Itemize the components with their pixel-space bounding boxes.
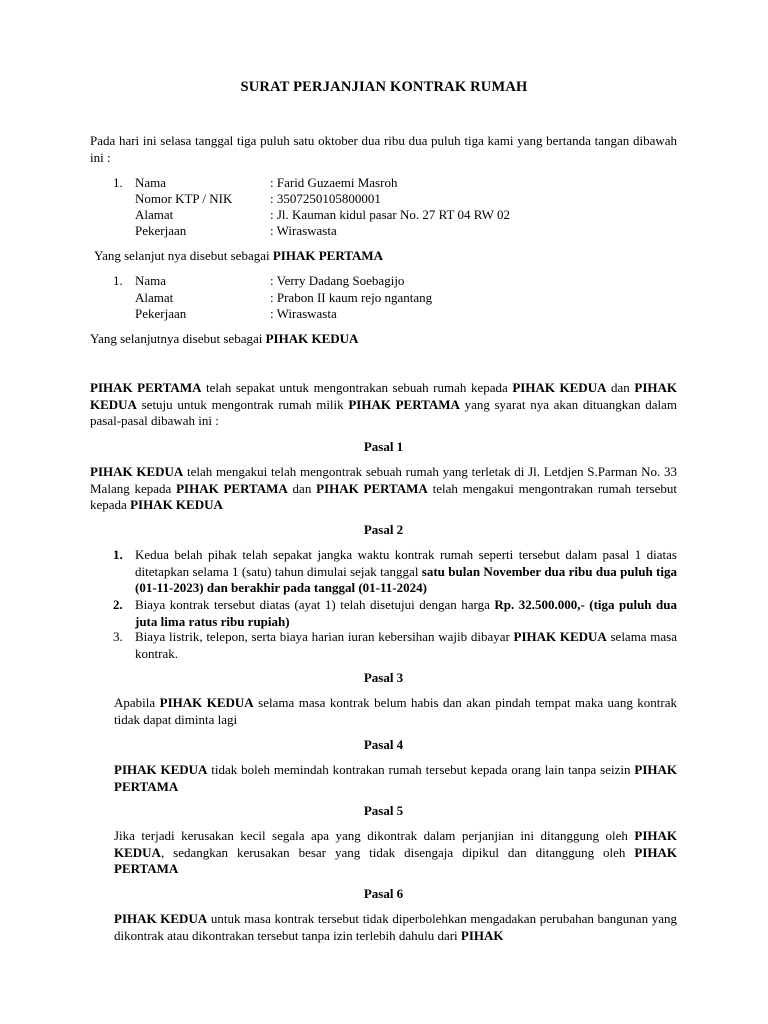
- document-title: SURAT PERJANJIAN KONTRAK RUMAH: [240, 79, 528, 95]
- pasal2-item2-number: 2.: [113, 597, 123, 612]
- party1-value-pekerjaan: : Wiraswasta: [270, 223, 337, 238]
- pasal2-item1-number: 1.: [113, 547, 123, 562]
- party2-designation-bold: PIHAK KEDUA: [265, 331, 359, 346]
- party1-designation-bold: PIHAK PERTAMA: [272, 248, 384, 263]
- pasal2-heading: Pasal 2: [363, 522, 404, 537]
- party1-value-alamat: : Jl. Kauman kidul pasar No. 27 RT 04 RW 02: [270, 207, 510, 222]
- pasal5-heading: Pasal 5: [363, 803, 404, 818]
- party2-designation: [90, 331, 358, 348]
- party1-value-nama: : Farid Guzaemi Masroh: [270, 175, 398, 190]
- party2-designation-text: Yang selanjutnya disebut sebagai: [90, 331, 266, 346]
- pasal2-item1: Kedua belah pihak telah sepakat jangka waktu kontrak rumah seperti tersebut dalam pasal 1 diatas ditetapkan selama 1 (satu) tahun dimulai sejak tanggal satu bulan November dua ribu dua puluh tiga (01-11-2023) dan berakhir pada tanggal (01-11-2024): [135, 547, 677, 595]
- party1-label-pekerjaan: Pekerjaan: [135, 223, 187, 238]
- party2-value-nama: : Verry Dadang Soebagijo: [270, 273, 405, 288]
- pasal3-paragraph: Apabila PIHAK KEDUA selama masa kontrak belum habis dan akan pindah tempat maka uang kontrak tidak dapat diminta lagi: [114, 695, 678, 727]
- party1-label-nik: Nomor KTP / NIK: [135, 191, 233, 206]
- pasal2-item3-number: 3.: [113, 629, 123, 644]
- party2-value-alamat: : Prabon II kaum rejo ngantang: [270, 290, 433, 305]
- party1-designation: [94, 248, 383, 265]
- party1-designation-text: Yang selanjut nya disebut sebagai: [94, 248, 273, 263]
- pasal3-heading: Pasal 3: [363, 670, 404, 685]
- intro-paragraph: Pada hari ini selasa tanggal tiga puluh satu oktober dua ribu dua puluh tiga kami yang bertanda tangan dibawah ini :: [90, 133, 677, 165]
- party2-label-alamat: Alamat: [135, 290, 174, 305]
- party1-number: 1.: [113, 175, 123, 190]
- party2-label-nama: Nama: [135, 273, 167, 288]
- party1-label-alamat: Alamat: [135, 207, 174, 222]
- party1-value-nik: : 3507250105800001: [270, 191, 381, 206]
- pasal4-heading: Pasal 4: [363, 737, 404, 752]
- pasal6-paragraph: PIHAK KEDUA untuk masa kontrak tersebut tidak diperbolehkan mengadakan perubahan bangunan yang dikontrak atau dikontrakan tersebut tanpa izin terlebih dahulu dari PIHAK: [114, 911, 677, 943]
- pasal5-paragraph: Jika terjadi kerusakan kecil segala apa yang dikontrak dalam perjanjian ini ditanggung oleh PIHAK KEDUA, sedangkan kerusakan besar yang tidak disengaja dipikul dan ditanggung oleh PIHAK PERTAMA: [114, 828, 677, 876]
- pasal2-item3: Biaya listrik, telepon, serta biaya harian iuran kebersihan wajib dibayar PIHAK KEDUA selama masa kontrak.: [135, 629, 677, 661]
- pasal1-heading: Pasal 1: [363, 439, 404, 454]
- party2-number: 1.: [113, 273, 123, 288]
- party2-label-pekerjaan: Pekerjaan: [135, 306, 187, 321]
- party1-label-nama: Nama: [135, 175, 167, 190]
- pasal4-paragraph: PIHAK KEDUA tidak boleh memindah kontrakan rumah tersebut kepada orang lain tanpa seizin PIHAK PERTAMA: [114, 762, 677, 794]
- party2-value-pekerjaan: : Wiraswasta: [270, 306, 337, 321]
- agreement-paragraph: PIHAK PERTAMA telah sepakat untuk mengontrakan sebuah rumah kepada PIHAK KEDUA dan PIHAK KEDUA setuju untuk mengontrak rumah milik PIHAK PERTAMA yang syarat nya akan dituangkan dalam pasal-pasal dibawah ini :: [90, 380, 677, 428]
- pasal2-item2: Biaya kontrak tersebut diatas (ayat 1) telah disetujui dengan harga Rp. 32.500.000,- (tiga puluh dua juta lima ratus ribu rupiah): [135, 597, 677, 629]
- pasal6-heading: Pasal 6: [363, 886, 404, 901]
- pasal1-paragraph: PIHAK KEDUA telah mengakui telah mengontrak sebuah rumah yang terletak di Jl. Letdjen S.Parman No. 33 Malang kepada PIHAK PERTAMA dan PIHAK PERTAMA telah mengakui mengontrakan rumah tersebut kepada PIHAK KEDUA: [90, 464, 677, 512]
